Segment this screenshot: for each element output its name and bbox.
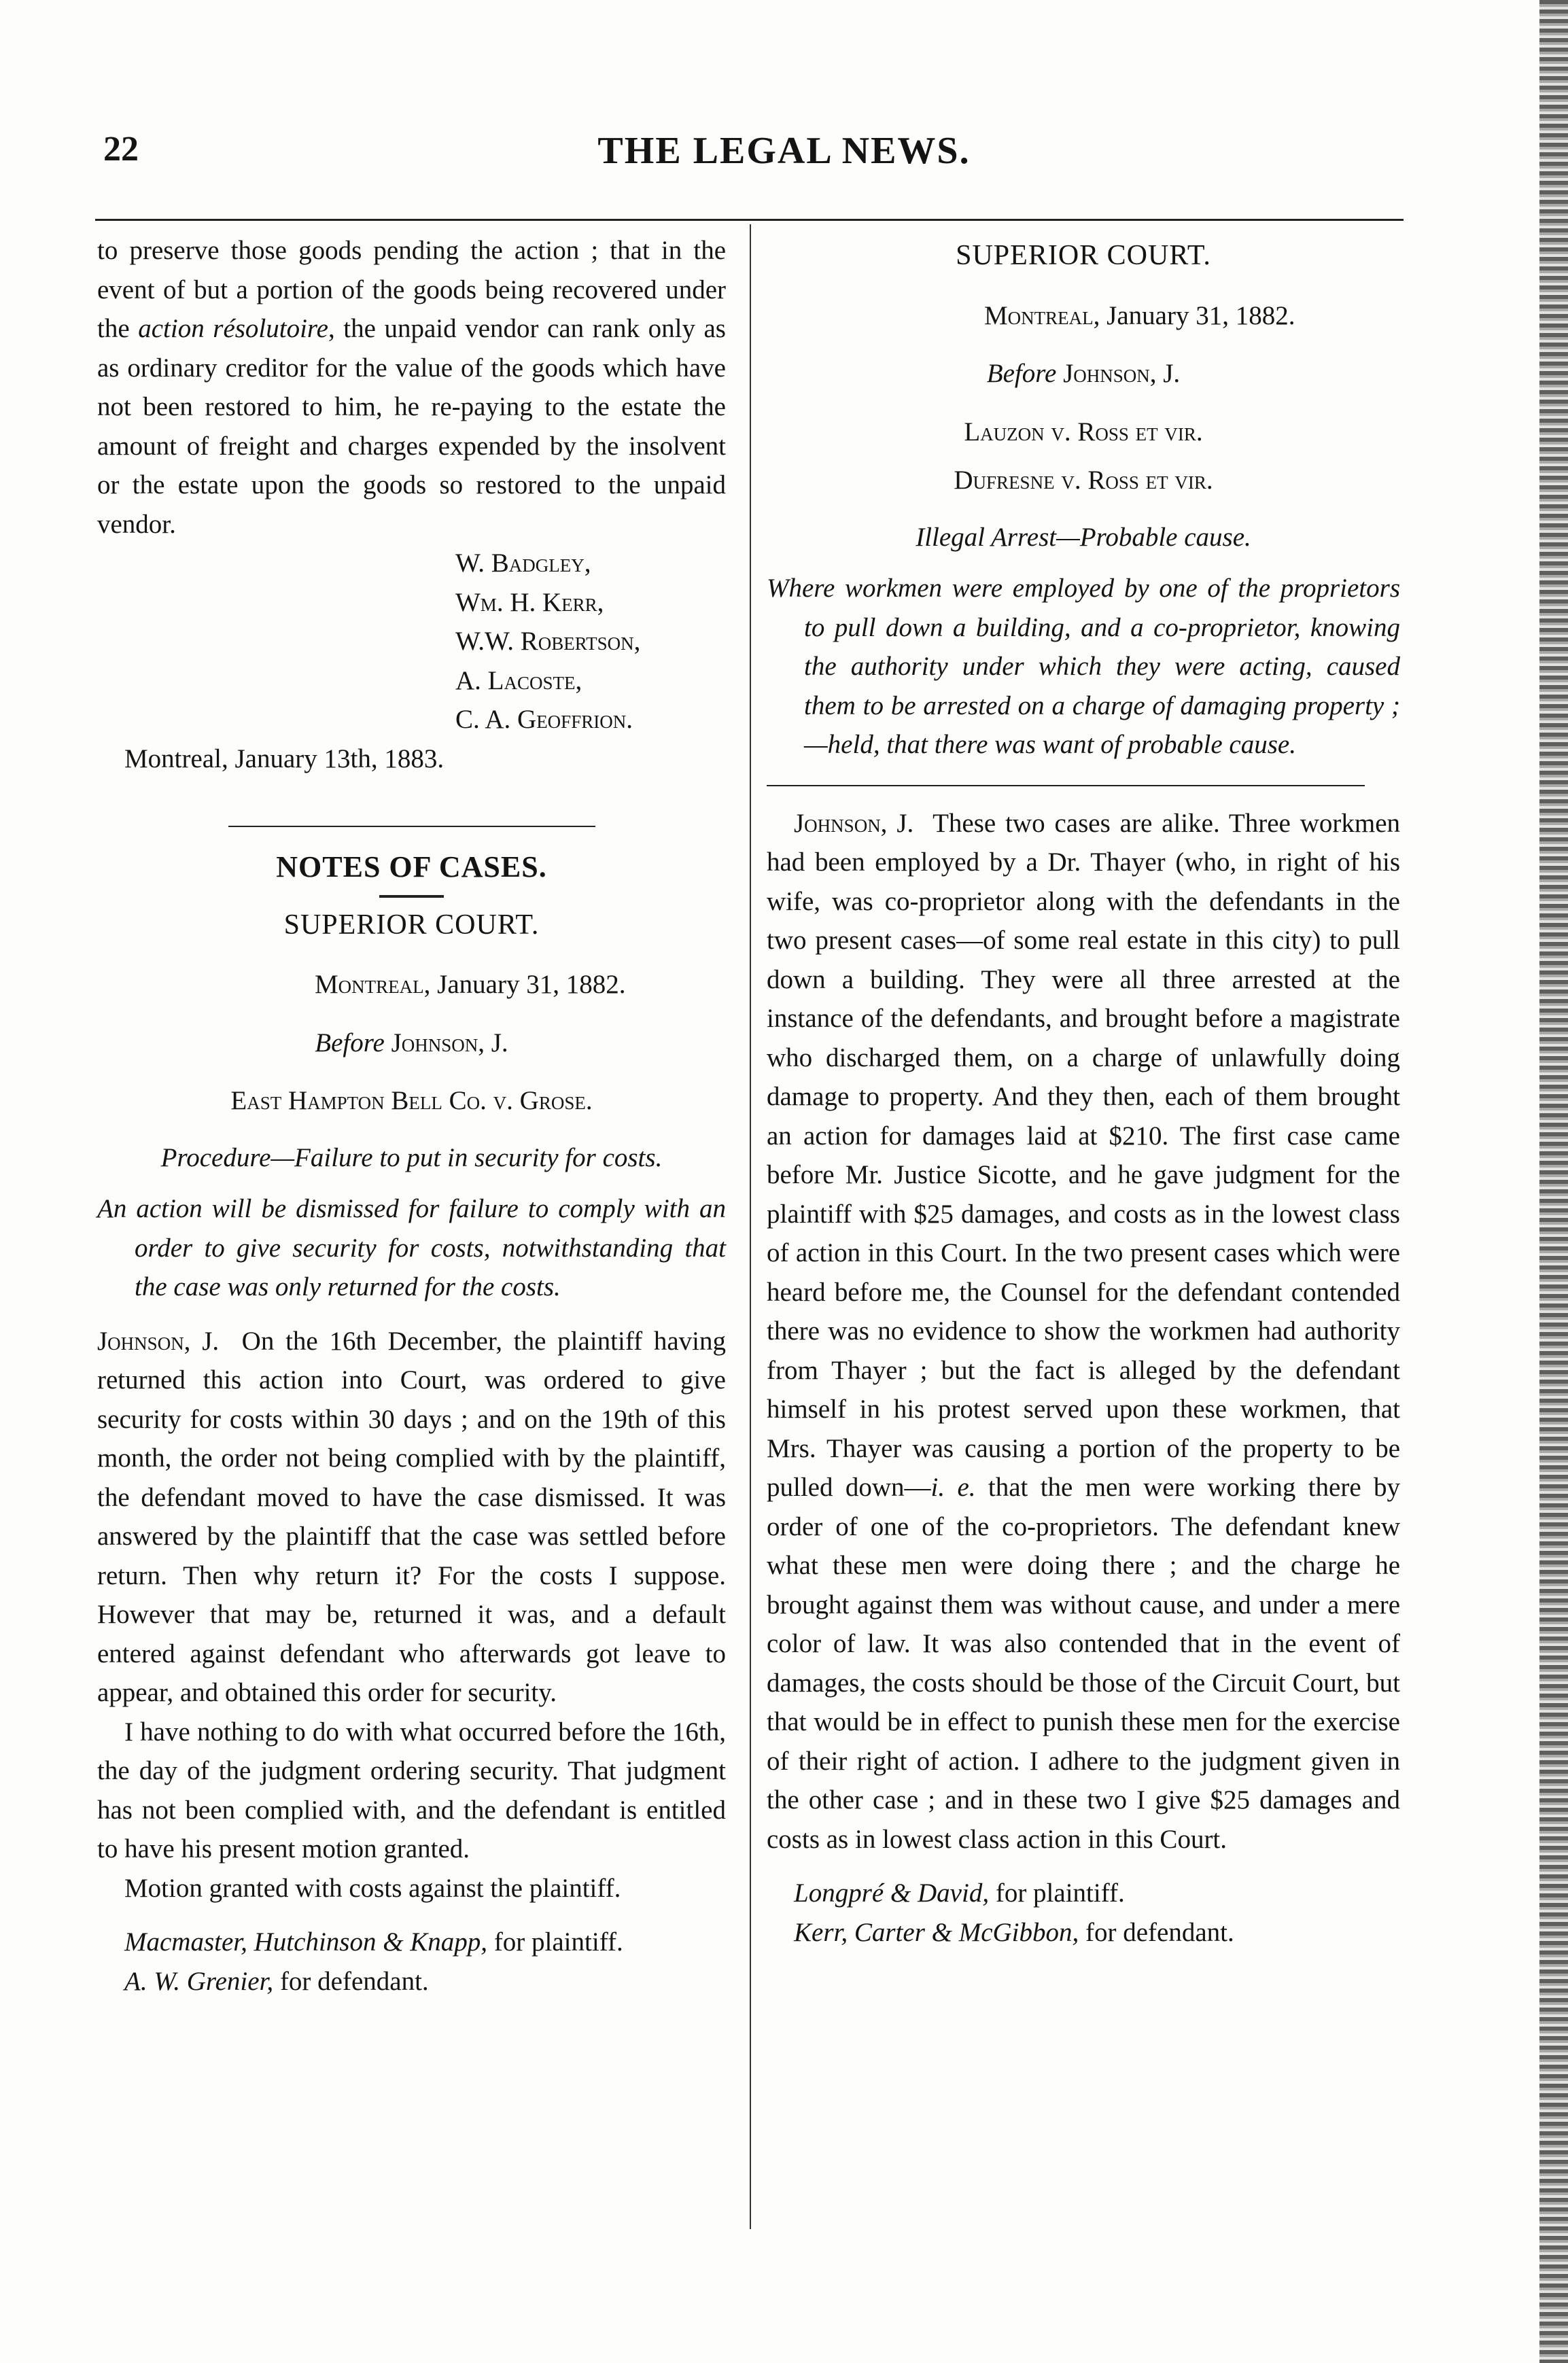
counsel-defendant: A. W. Grenier, for defendant. — [124, 1966, 429, 1996]
counsel-defendant: Kerr, Carter & McGibbon, for defendant. — [794, 1917, 1234, 1947]
section-rule — [767, 785, 1365, 786]
before-judge: Before Johnson, J. — [315, 1028, 508, 1057]
section-rule — [228, 826, 595, 827]
column-divider — [750, 224, 751, 2229]
signature: C. A. Geoffrion. — [455, 705, 633, 734]
signature: Wm. H. Kerr, — [455, 587, 604, 617]
signature: W.W. Robertson, — [455, 627, 641, 656]
case-subject: Illegal Arrest—Probable cause. — [916, 522, 1251, 552]
case-name: Dufresne v. Ross et vir. — [954, 466, 1213, 495]
page-edge-scan — [1539, 0, 1568, 2363]
signature: A. Lacoste, — [455, 665, 582, 695]
case-name: Lauzon v. Ross et vir. — [964, 417, 1203, 447]
signed-date: Montreal, January 13th, 1883. — [124, 743, 445, 773]
page-number: 22 — [103, 130, 139, 169]
case-name: East Hampton Bell Co. v. Grose. — [230, 1086, 593, 1115]
running-head: THE LEGAL NEWS. — [597, 130, 971, 172]
case-headnote: Where workmen were employed by one of the proprietors to pull down a building, and a co-proprietor, knowing the authority under which they were acting, caused them to be arrested on a charge of damaging property ;—held, that there was want of probable cause. — [767, 574, 1400, 759]
counsel-plaintiff: Macmaster, Hutchinson & Knapp, for plaintiff. — [124, 1927, 623, 1957]
court-heading: SUPERIOR COURT. — [283, 909, 540, 941]
section-title: NOTES OF CASES. — [276, 850, 547, 883]
case-dateline: Montreal, January 31, 1882. — [984, 300, 1295, 330]
right-column — [767, 231, 1400, 1952]
left-column — [97, 231, 726, 2001]
counsel-plaintiff: Longpré & David, for plaintiff. — [794, 1878, 1125, 1908]
judgment-paragraph: Johnson, J. On the 16th December, the plaintiff having returned this action into Court, was ordered to give security for costs within 30 days ; and on the 19th of this month, the order not being complied with by the plaintiff, the defendant moved to have the case dismissed. It was answered by the plaintiff that the case was settled before return. Then why return it? For the costs I suppose. However that may be, returned it was, and a default entered against defendant who afterwards got leave to appear, and obtained this order for security. — [97, 1326, 726, 1707]
before-judge: Before Johnson, J. — [986, 359, 1181, 388]
title-rule — [379, 895, 444, 898]
continuation-paragraph: to preserve those goods pending the action ; that in the event of but a portion of the goods being recovered under the action résolutoire, the unpaid vendor can rank only as as ordinary creditor for the value of the goods which have not been restored to him, he re-paying to the estate the amount of freight and charges expended by the insolvent or the estate upon the goods so restored to the unpaid vendor. — [97, 236, 726, 539]
case-dateline: Montreal, January 31, 1882. — [315, 970, 626, 999]
signature: W. Badgley, — [455, 548, 591, 578]
case-subject: Procedure—Failure to put in security for costs. — [160, 1142, 663, 1172]
court-heading: SUPERIOR COURT. — [956, 240, 1211, 271]
case-headnote: An action will be dismissed for failure to comply with an order to give security for costs, notwithstanding that the case was only returned for the costs. — [97, 1194, 726, 1301]
signature-block — [97, 544, 726, 778]
judgment-paragraph: Motion granted with costs against the plaintiff. — [124, 1873, 621, 1903]
header-rule — [95, 219, 1404, 221]
judgment-paragraph: Johnson, J. These two cases are alike. Three workmen had been employed by a Dr. Thayer (who, in right of his wife, was co-proprietor along with the defendants in the two present cases—of some real estate in this city) to pull down a building. They were all three arrested at the instance of the defendants, and brought before a magistrate who discharged them, on a charge of unlawfully doing damage to property. And they then, each of them brought an action for damages laid at $210. The first case came before Mr. Justice Sicotte, and he gave judgment for the plaintiff with $25 damages, and costs as in the lowest class of action in this Court. In the two present cases which were heard before me, the Counsel for the defendant contended there was no evidence to show the workmen had authority from Thayer ; but the fact is alleged by the defendant himself in his protest served upon these workmen, that Mrs. Thayer was causing a portion of the property to be pulled down—i. e. that the men were working there by order of one of the co-proprietors. The defendant knew what these men were doing there ; and the charge he brought against them was without cause, and under a mere color of law. It was also contended that in the event of damages, the costs should be those of the Circuit Court, but that would be in effect to punish these men for the exercise of their right of action. I adhere to the judgment given in the other case ; and in these two I give $25 damages and costs as in lowest class action in this Court. — [767, 808, 1401, 1854]
judgment-paragraph: I have nothing to do with what occurred before the 16th, the day of the judgment ordering security. That judgment has not been complied with, and the defendant is entitled to have his present motion granted. — [97, 1717, 726, 1863]
